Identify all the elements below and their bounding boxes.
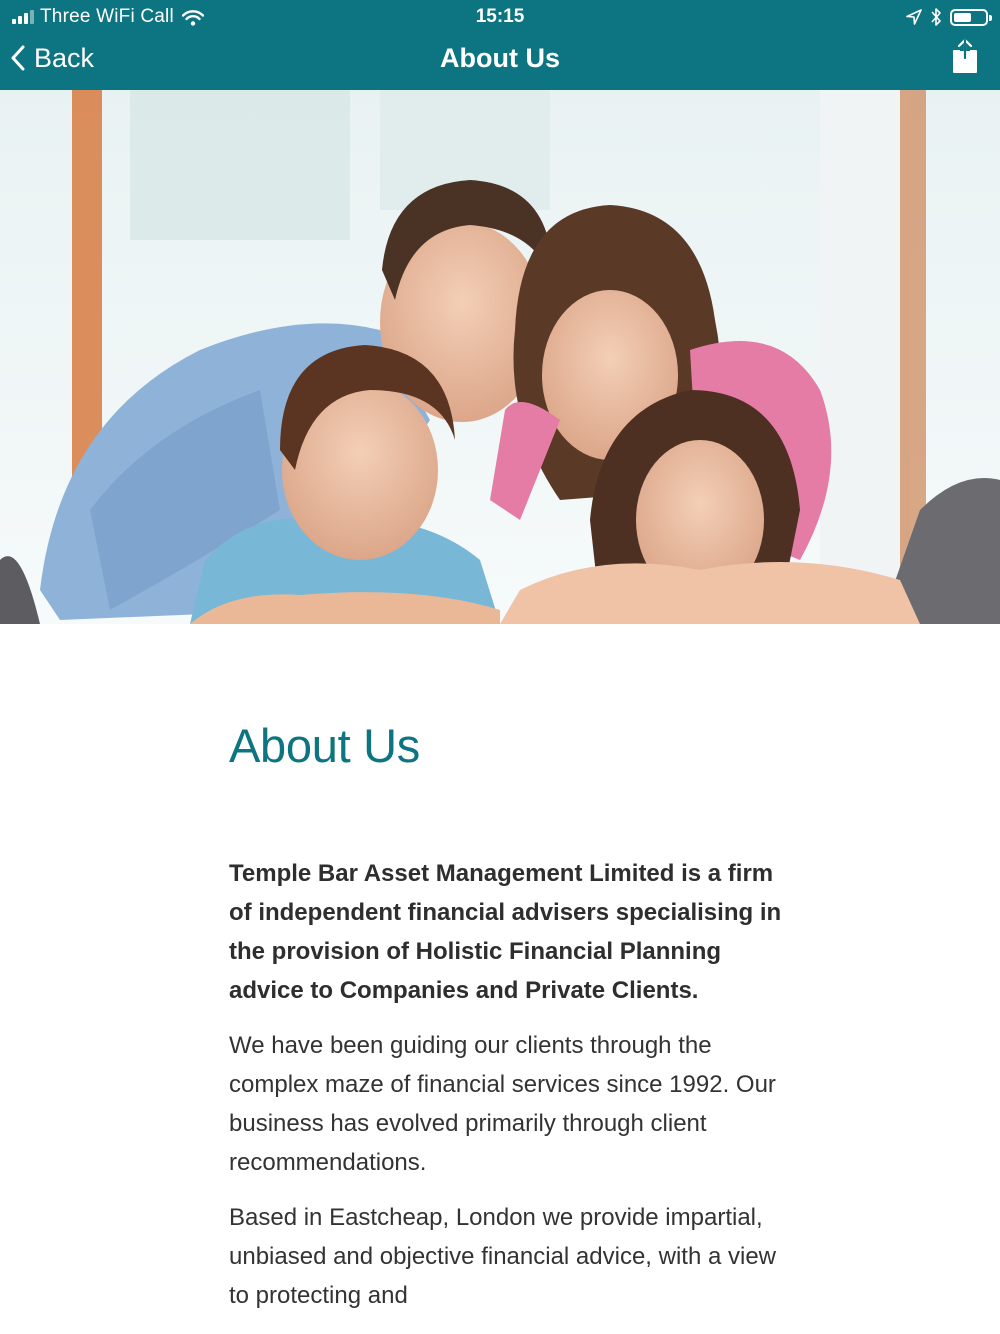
status-bar-right <box>906 5 988 29</box>
article-paragraph: We have been guiding our clients through the complex maze of financial services since 1992. Our business has evolved primarily through client recommendations. <box>229 1032 776 1176</box>
location-arrow-icon <box>906 9 922 25</box>
page-title: About Us <box>440 43 560 73</box>
status-time: 15:15 <box>475 6 525 27</box>
share-icon[interactable] <box>950 38 980 74</box>
carrier-name: Three WiFi Call <box>40 6 174 27</box>
about-article <box>229 690 789 1315</box>
bluetooth-icon <box>930 7 942 27</box>
article-heading: About Us <box>229 719 420 772</box>
hero-image <box>0 90 1000 624</box>
battery-level-fill <box>954 13 971 22</box>
back-label: Back <box>34 42 95 73</box>
article-lead: Temple Bar Asset Management Limited is a firm of independent financial advisers specialising in the provision of Holistic Financial Planning advice to Companies and Private Clients. <box>229 860 782 1004</box>
battery-icon <box>950 9 988 26</box>
article-paragraph: Based in Eastcheap, London we provide impartial, unbiased and objective financial advice, with a view to protecting and <box>229 1204 776 1309</box>
navigation-bar <box>0 0 1000 90</box>
family-photo <box>0 90 1000 624</box>
